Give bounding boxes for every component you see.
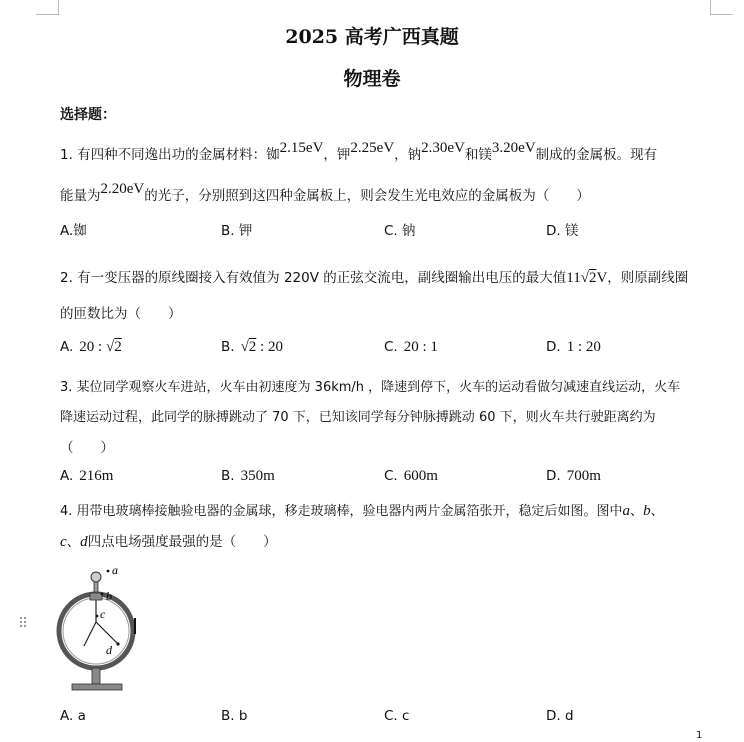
stand-post (92, 668, 100, 684)
q3-stem-line2: 降速运动过程，此同学的脉搏跳动了 70 下，已知该同学每分钟脉搏跳动 60 下，则火车共行驶距离约为 (60, 410, 656, 425)
q1-stem-line1: 1. 有四种不同逸出功的金属材料：铷2.15eV，钾2.25eV，钠2.30eV和镁3.20eV制成的金属板。现有 (60, 140, 658, 163)
stand-base (72, 684, 122, 690)
point-d-label: d (106, 643, 112, 657)
q4-option-a[interactable]: A. a (60, 708, 86, 724)
point-a-dot (107, 570, 110, 573)
q2-stem-line1: 2. 有一变压器的原线圈接入有效值为 220V 的正弦交流电，副线圈输出电压的最大值11√2V，则原副线圈 (60, 270, 689, 286)
q3-option-c[interactable]: C. 600m (384, 468, 438, 484)
q4-stem-line1: 4. 用带电玻璃棒接触验电器的金属球，移走玻璃棒，验电器内两片金属箔张开，稳定后如图。图中a、b、 (60, 503, 664, 519)
crop-mark-top-right (710, 0, 733, 15)
drag-handle-icon[interactable]: ⠿ (18, 616, 27, 632)
q1-option-b[interactable]: B. 钾 (221, 223, 253, 239)
q2-option-b[interactable]: B. √2 : 20 (221, 339, 283, 355)
crop-mark-top-left (36, 0, 59, 15)
q1-option-d[interactable]: D. 镁 (546, 223, 579, 239)
page-title: 2025 高考广西真题 (285, 26, 459, 48)
q3-option-b[interactable]: B. 350m (221, 468, 275, 484)
point-a-label: a (112, 563, 118, 577)
q3-option-d[interactable]: D. 700m (546, 468, 601, 484)
right-foil (96, 622, 118, 644)
point-b-dot (101, 593, 104, 596)
q4-option-b[interactable]: B. b (221, 708, 248, 724)
q4-stem-line2: c、d四点电场强度最强的是（ ） (60, 534, 277, 550)
point-b-label: b (106, 589, 112, 603)
text-cursor (134, 618, 136, 634)
point-c-dot (96, 615, 99, 618)
q2-option-c[interactable]: C. 20 : 1 (384, 339, 438, 355)
left-foil (84, 622, 96, 646)
q1-option-c[interactable]: C. 钠 (384, 223, 416, 239)
insulator-plug (90, 593, 102, 600)
q3-stem-line3: （ ） (60, 440, 114, 456)
point-d-dot (116, 642, 119, 645)
page-number: 1 (696, 730, 703, 741)
q3-option-a[interactable]: A. 216m (60, 468, 114, 484)
q3-stem-line1: 3. 某位同学观察火车进站，火车由初速度为 36km/h ，降速到停下，火车的运动看做匀减速直线运动，火车 (60, 380, 681, 395)
metal-ball (91, 572, 101, 582)
q2-option-d[interactable]: D. 1 : 20 (546, 339, 601, 355)
q1-stem-line2: 能量为2.20eV的光子，分别照到这四种金属板上，则会发生光电效应的金属板为（ ） (60, 181, 590, 204)
q2-option-a[interactable]: A. 20 : √2 (60, 339, 122, 355)
section-heading: 选择题： (60, 107, 116, 123)
q4-option-d[interactable]: D. d (546, 708, 574, 724)
q1-option-a[interactable]: A.铷 (60, 223, 87, 239)
q4-option-c[interactable]: C. c (384, 708, 410, 724)
point-c-label: c (100, 607, 106, 621)
page-subtitle: 物理卷 (343, 68, 401, 90)
q2-stem-line2: 的匝数比为（ ） (60, 306, 182, 322)
